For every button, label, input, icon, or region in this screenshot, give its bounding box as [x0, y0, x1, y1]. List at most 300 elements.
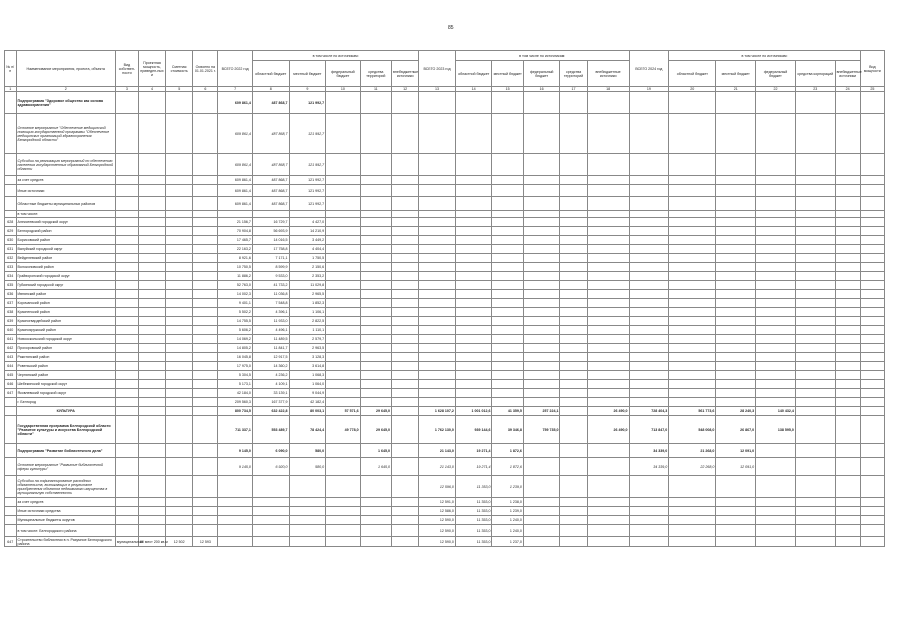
row-cell — [492, 335, 523, 344]
row-cell — [455, 317, 492, 326]
row-cell — [795, 476, 835, 498]
row-cell — [392, 407, 419, 416]
row-cell — [669, 335, 716, 344]
row-cell — [523, 154, 560, 176]
table-row — [5, 407, 885, 416]
row-name: Ракитянский район — [16, 353, 115, 362]
column-number: 6 — [193, 87, 218, 92]
row-cell — [795, 236, 835, 245]
row-cell — [835, 516, 860, 525]
row-cell — [193, 398, 218, 407]
row-cell — [716, 92, 756, 114]
row-cell — [193, 353, 218, 362]
row-cell — [193, 290, 218, 299]
row-cell: 1 852,3 — [289, 299, 326, 308]
row-cell — [193, 371, 218, 380]
row-cell: 1 645,0 — [360, 444, 391, 458]
row-cell — [392, 317, 419, 326]
row-cell — [860, 525, 884, 537]
row-number: 636 — [5, 290, 17, 299]
row-cell — [587, 525, 629, 537]
row-cell — [166, 371, 193, 380]
row-cell — [669, 380, 716, 389]
row-cell — [115, 389, 138, 398]
row-cell — [193, 299, 218, 308]
row-cell — [587, 507, 629, 516]
row-cell — [138, 281, 165, 290]
header-src: местный бюджет — [492, 61, 523, 87]
row-cell — [669, 498, 716, 507]
row-cell — [629, 236, 669, 245]
row-cell — [860, 281, 884, 290]
row-cell — [252, 507, 289, 516]
row-cell — [860, 254, 884, 263]
row-cell — [860, 326, 884, 335]
row-number: 635 — [5, 281, 17, 290]
row-cell — [419, 344, 456, 353]
row-cell — [629, 371, 669, 380]
row-cell — [193, 498, 218, 507]
row-cell: 3 128,3 — [289, 353, 326, 362]
row-cell — [756, 272, 796, 281]
row-cell — [193, 211, 218, 218]
row-cell — [360, 317, 391, 326]
row-cell: 8 921,6 — [218, 254, 253, 263]
row-cell — [795, 272, 835, 281]
header-name: Наименование мероприятия, проекта, объекта — [16, 51, 115, 87]
row-cell — [289, 525, 326, 537]
row-cell — [455, 236, 492, 245]
row-cell — [392, 281, 419, 290]
row-cell — [360, 92, 391, 114]
row-name: КУЛЬТУРА — [16, 407, 115, 416]
row-cell — [289, 476, 326, 498]
row-cell — [218, 525, 253, 537]
row-cell: 609 861,4 — [218, 92, 253, 114]
row-cell — [193, 317, 218, 326]
row-cell — [115, 362, 138, 371]
row-cell — [289, 211, 326, 218]
row-cell — [326, 362, 361, 371]
row-cell: 1 872,6 — [492, 458, 523, 476]
row-cell — [360, 525, 391, 537]
row-cell — [419, 211, 456, 218]
row-number: 633 — [5, 263, 17, 272]
row-cell — [835, 114, 860, 154]
row-cell — [669, 254, 716, 263]
row-cell — [795, 290, 835, 299]
row-cell — [138, 114, 165, 154]
row-cell — [523, 92, 560, 114]
row-cell — [115, 498, 138, 507]
row-cell — [455, 263, 492, 272]
row-cell: 2 822,5 — [289, 317, 326, 326]
column-number: 5 — [166, 87, 193, 92]
row-cell: 4 236,2 — [252, 371, 289, 380]
row-cell — [392, 263, 419, 272]
row-cell — [166, 218, 193, 227]
row-cell — [138, 335, 165, 344]
row-cell — [716, 281, 756, 290]
row-cell: 39 346,8 — [492, 416, 523, 444]
row-cell — [523, 185, 560, 197]
row-cell: 1 239,0 — [492, 476, 523, 498]
row-cell — [360, 389, 391, 398]
row-cell — [560, 218, 587, 227]
header-src: федеральный бюджет — [523, 61, 560, 87]
row-cell — [392, 185, 419, 197]
row-cell: 4 396,1 — [252, 308, 289, 317]
row-name: Грайворонский городской округ — [16, 272, 115, 281]
row-cell — [716, 344, 756, 353]
row-cell: 609 861,4 — [218, 114, 253, 154]
row-cell — [716, 317, 756, 326]
row-cell — [560, 245, 587, 254]
row-cell — [115, 299, 138, 308]
row-cell — [629, 326, 669, 335]
row-cell: 14 755,5 — [218, 317, 253, 326]
row-cell — [835, 335, 860, 344]
row-cell — [326, 92, 361, 114]
row-cell — [193, 344, 218, 353]
row-cell — [252, 537, 289, 547]
row-cell — [193, 476, 218, 498]
row-cell — [560, 380, 587, 389]
row-cell — [756, 227, 796, 236]
row-cell — [166, 211, 193, 218]
row-cell — [835, 218, 860, 227]
row-cell — [138, 326, 165, 335]
row-cell — [587, 326, 629, 335]
column-number: 14 — [455, 87, 492, 92]
row-name: Иные источники средства — [16, 507, 115, 516]
row-cell — [392, 197, 419, 211]
row-cell — [860, 317, 884, 326]
row-cell — [455, 185, 492, 197]
row-cell: 939 144,6 — [455, 416, 492, 444]
row-cell: 14 805,2 — [218, 344, 253, 353]
row-cell — [560, 335, 587, 344]
row-cell: 728 404,3 — [629, 407, 669, 416]
row-cell: 6 090,0 — [252, 444, 289, 458]
row-cell — [756, 516, 796, 525]
row-number — [5, 507, 17, 516]
row-cell — [115, 308, 138, 317]
row-cell — [115, 197, 138, 211]
row-number: 647 — [5, 389, 17, 398]
row-cell — [835, 380, 860, 389]
row-cell — [756, 371, 796, 380]
row-cell: 487 868,7 — [252, 197, 289, 211]
row-cell — [795, 516, 835, 525]
row-cell — [587, 263, 629, 272]
row-cell — [326, 326, 361, 335]
row-cell — [492, 362, 523, 371]
row-cell — [835, 476, 860, 498]
row-cell — [860, 154, 884, 176]
row-cell: 5 502,2 — [218, 308, 253, 317]
row-cell — [716, 371, 756, 380]
row-cell — [716, 185, 756, 197]
row-cell — [629, 476, 669, 498]
row-cell: 1 001 012,6 — [455, 407, 492, 416]
row-cell — [115, 272, 138, 281]
row-cell — [392, 326, 419, 335]
row-cell: 11 353,0 — [455, 498, 492, 507]
row-cell — [835, 299, 860, 308]
row-cell — [795, 154, 835, 176]
row-cell — [166, 507, 193, 516]
row-number — [5, 176, 17, 185]
header-src: средства территорий — [560, 61, 587, 87]
column-number: 23 — [795, 87, 835, 92]
row-cell — [860, 476, 884, 498]
row-cell — [860, 362, 884, 371]
row-cell — [523, 507, 560, 516]
table-row — [5, 317, 885, 326]
row-number: 641 — [5, 335, 17, 344]
row-cell — [138, 227, 165, 236]
row-cell: 78 424,4 — [289, 416, 326, 444]
row-cell — [492, 299, 523, 308]
row-cell: 56 693,9 — [252, 227, 289, 236]
row-cell — [716, 263, 756, 272]
row-cell — [392, 362, 419, 371]
row-cell — [455, 389, 492, 398]
row-cell — [795, 197, 835, 211]
row-cell — [252, 516, 289, 525]
row-cell — [360, 476, 391, 498]
row-number: 645 — [5, 371, 17, 380]
column-number: 9 — [289, 87, 326, 92]
row-cell — [326, 444, 361, 458]
row-cell — [795, 114, 835, 154]
row-cell — [560, 185, 587, 197]
row-cell — [756, 92, 796, 114]
row-cell — [756, 380, 796, 389]
row-number — [5, 476, 17, 498]
row-cell — [560, 326, 587, 335]
row-cell — [193, 114, 218, 154]
header-group-2024: в том числе по источникам: — [669, 51, 860, 61]
row-cell: 121 992,7 — [289, 176, 326, 185]
row-cell — [360, 245, 391, 254]
row-cell — [360, 362, 391, 371]
row-cell — [860, 537, 884, 547]
row-cell — [455, 344, 492, 353]
row-cell — [860, 507, 884, 516]
column-number: 17 — [560, 87, 587, 92]
table-row — [5, 371, 885, 380]
row-cell: 5 304,5 — [218, 371, 253, 380]
row-cell — [492, 308, 523, 317]
row-cell — [669, 371, 716, 380]
row-cell: 41 733,2 — [252, 281, 289, 290]
row-cell — [716, 335, 756, 344]
row-cell — [835, 398, 860, 407]
row-cell — [669, 398, 716, 407]
row-cell — [193, 236, 218, 245]
row-cell — [455, 114, 492, 154]
row-cell — [795, 254, 835, 263]
row-cell — [193, 380, 218, 389]
row-cell — [756, 211, 796, 218]
row-name: Строительство библиотеки в п. Разумное Белгородского района — [16, 537, 115, 547]
row-cell — [166, 380, 193, 389]
row-cell — [326, 197, 361, 211]
row-cell — [115, 154, 138, 176]
table-row — [5, 245, 885, 254]
row-cell — [795, 458, 835, 476]
row-cell — [523, 272, 560, 281]
row-cell — [629, 335, 669, 344]
row-cell — [138, 254, 165, 263]
row-cell — [419, 185, 456, 197]
table-row — [5, 507, 885, 516]
row-cell — [756, 263, 796, 272]
header-total-2022: ВСЕГО 2022 год — [218, 51, 253, 87]
row-cell: 4 404,4 — [289, 245, 326, 254]
row-cell — [193, 176, 218, 185]
row-cell: 167 377,9 — [252, 398, 289, 407]
table-row — [5, 525, 885, 537]
row-cell — [166, 236, 193, 245]
row-cell — [629, 389, 669, 398]
row-cell — [629, 176, 669, 185]
row-cell: 42 184,0 — [218, 389, 253, 398]
row-cell — [587, 272, 629, 281]
row-cell: 14 016,5 — [252, 236, 289, 245]
row-cell — [860, 185, 884, 197]
row-cell — [138, 92, 165, 114]
row-cell — [669, 218, 716, 227]
row-name: Яковлевский городской округ — [16, 389, 115, 398]
row-cell: 2 353,2 — [289, 272, 326, 281]
header-src: средства территорий — [360, 61, 391, 87]
row-cell — [193, 326, 218, 335]
row-cell — [587, 353, 629, 362]
row-cell — [166, 344, 193, 353]
row-cell — [560, 236, 587, 245]
row-cell — [218, 498, 253, 507]
row-cell — [523, 380, 560, 389]
row-cell — [756, 176, 796, 185]
row-cell — [360, 308, 391, 317]
row-cell — [716, 299, 756, 308]
table-row — [5, 272, 885, 281]
row-cell — [138, 176, 165, 185]
row-cell — [138, 498, 165, 507]
row-cell — [492, 185, 523, 197]
row-cell: 9 145,0 — [218, 458, 253, 476]
row-cell: 16 045,8 — [218, 353, 253, 362]
row-cell — [326, 185, 361, 197]
row-cell — [835, 197, 860, 211]
row-cell — [166, 154, 193, 176]
row-cell — [587, 154, 629, 176]
row-number: 629 — [5, 227, 17, 236]
row-cell — [860, 389, 884, 398]
row-name: Субсидии на софинансирование расходных обязательств, возникающих в результате приобретения объектов недвижимого имущества в муниципальную собственность — [16, 476, 115, 498]
row-cell: муниципальная — [115, 537, 138, 547]
row-cell: 80 мест 200 кв.м — [138, 537, 165, 547]
row-cell — [115, 317, 138, 326]
table-row — [5, 416, 885, 444]
row-cell — [523, 281, 560, 290]
row-cell — [166, 407, 193, 416]
row-cell — [326, 344, 361, 353]
row-cell — [587, 389, 629, 398]
row-cell — [326, 308, 361, 317]
row-cell — [193, 335, 218, 344]
row-cell — [138, 290, 165, 299]
row-cell — [193, 516, 218, 525]
row-cell: 57 571,6 — [326, 407, 361, 416]
row-cell: 580,0 — [289, 444, 326, 458]
table-row — [5, 444, 885, 458]
row-cell: 29 645,0 — [360, 416, 391, 444]
row-number — [5, 416, 17, 444]
column-number: 21 — [716, 87, 756, 92]
row-number — [5, 197, 17, 211]
row-cell: 19 271,4 — [455, 444, 492, 458]
table-row — [5, 197, 885, 211]
row-cell — [360, 299, 391, 308]
row-cell — [455, 92, 492, 114]
row-cell — [560, 444, 587, 458]
row-cell — [835, 281, 860, 290]
row-cell — [166, 516, 193, 525]
row-cell — [835, 444, 860, 458]
row-cell — [360, 371, 391, 380]
row-cell — [138, 458, 165, 476]
row-cell: 548 008,0 — [669, 416, 716, 444]
row-cell: 34 339,0 — [629, 444, 669, 458]
row-cell — [419, 353, 456, 362]
row-name: Областные бюджеты муниципальных районов — [16, 197, 115, 211]
row-cell: 257 224,1 — [523, 407, 560, 416]
row-cell: 10 750,5 — [218, 263, 253, 272]
row-cell — [716, 218, 756, 227]
row-cell: 7 548,8 — [252, 299, 289, 308]
row-cell — [835, 236, 860, 245]
row-cell — [392, 211, 419, 218]
row-cell — [523, 114, 560, 154]
table-row — [5, 498, 885, 507]
row-name: в том числе: Белгородского района — [16, 525, 115, 537]
row-cell: 759 735,0 — [523, 416, 560, 444]
row-cell — [756, 317, 796, 326]
row-cell — [860, 353, 884, 362]
column-number: 24 — [835, 87, 860, 92]
row-cell — [166, 444, 193, 458]
row-cell: 12 596,0 — [419, 476, 456, 498]
row-cell — [392, 371, 419, 380]
row-cell — [560, 197, 587, 211]
row-cell — [252, 211, 289, 218]
row-cell — [523, 344, 560, 353]
row-cell — [166, 353, 193, 362]
row-cell — [419, 263, 456, 272]
row-cell — [419, 398, 456, 407]
row-cell — [193, 458, 218, 476]
row-cell — [669, 263, 716, 272]
column-number: 11 — [360, 87, 391, 92]
row-cell — [326, 236, 361, 245]
row-cell: 5 173,1 — [218, 380, 253, 389]
row-cell — [756, 398, 796, 407]
row-cell — [193, 416, 218, 444]
